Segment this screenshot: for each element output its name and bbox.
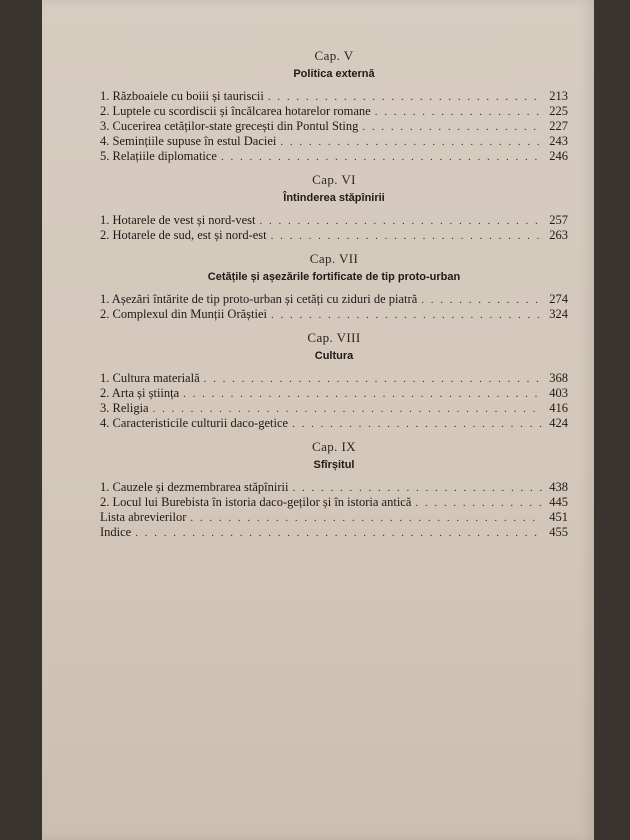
toc-page-number: 445 <box>549 495 568 509</box>
dot-leader <box>221 150 542 165</box>
dot-leader <box>268 90 542 105</box>
chapter-section <box>100 48 568 164</box>
toc-entry <box>100 386 568 401</box>
toc-entry-label: 2. Hotarele de sud, est și nord-est <box>100 228 267 242</box>
toc-page-number: 263 <box>549 228 568 242</box>
toc-page-number: 257 <box>549 213 568 227</box>
chapter-section <box>100 172 568 243</box>
toc-entry <box>100 307 568 322</box>
toc-page-number: 227 <box>549 119 568 133</box>
toc-page-number: 225 <box>549 104 568 118</box>
toc-entry <box>100 104 568 119</box>
book-page <box>42 0 594 840</box>
chapter-number: Cap. IX <box>312 439 356 454</box>
table-of-contents <box>100 48 568 548</box>
toc-page-number: 246 <box>549 149 568 163</box>
dot-leader <box>271 229 542 244</box>
chapter-number: Cap. V <box>314 48 354 63</box>
dot-leader <box>183 387 542 402</box>
chapter-number: Cap. VI <box>312 172 356 187</box>
toc-entry <box>100 480 568 495</box>
chapter-title: Politica externă <box>293 68 375 80</box>
toc-page-number: 213 <box>549 89 568 103</box>
toc-entry <box>100 416 568 431</box>
toc-entry-label: 1. Hotarele de vest și nord-vest <box>100 213 256 227</box>
toc-entry <box>100 510 568 525</box>
chapter-title: Cultura <box>314 350 354 362</box>
toc-page-number: 243 <box>549 134 568 148</box>
dot-leader <box>135 526 542 541</box>
toc-entry-label: 1. Cauzele și dezmembrarea stăpînirii <box>100 480 289 494</box>
toc-page-number: 424 <box>549 416 568 430</box>
toc-entry-label: 3. Cucerirea cetăților-state grecești din Pontul Sting <box>100 119 359 133</box>
chapter-section <box>100 330 568 431</box>
toc-entry <box>100 292 568 307</box>
toc-entry-label: 2. Complexul din Munții Orăștiei <box>100 307 268 321</box>
chapter-section <box>100 439 568 540</box>
toc-entry <box>100 401 568 416</box>
dot-leader <box>204 372 542 387</box>
chapter-title: Cetățile și așezările fortificate de tip proto-urban <box>207 271 461 283</box>
chapter-title: Întinderea stăpînirii <box>283 192 385 204</box>
toc-page-number: 416 <box>549 401 568 415</box>
dot-leader <box>271 308 542 323</box>
toc-entry-label: 2. Locul lui Burebista în istoria daco-geților și în istoria antică <box>100 495 412 509</box>
toc-entry <box>100 149 568 164</box>
toc-entry-label: 2. Luptele cu scordiscii și încălcarea hotarelor romane <box>100 104 371 118</box>
dot-leader <box>415 496 542 511</box>
toc-page-number: 274 <box>549 292 568 306</box>
toc-entry-label: 3. Religia <box>100 401 149 415</box>
toc-entry-label: 1. Războaiele cu boiii și tauriscii <box>100 89 264 103</box>
toc-entry <box>100 525 568 540</box>
toc-page-number: 403 <box>549 386 568 400</box>
dot-leader <box>362 120 542 135</box>
chapter-title: Sfîrșitul <box>313 459 355 471</box>
toc-entry <box>100 89 568 104</box>
toc-entry-label: Indice <box>100 525 132 539</box>
toc-entry-label: 4. Caracteristicile culturii daco-getice <box>100 416 289 430</box>
toc-entry-label: 1. Așezări întărite de tip proto-urban și cetăți cu ziduri de piatră <box>100 292 418 306</box>
toc-entry <box>100 495 568 510</box>
dot-leader <box>292 417 542 432</box>
toc-entry <box>100 228 568 243</box>
dot-leader <box>292 481 542 496</box>
dot-leader <box>153 402 542 417</box>
chapter-number: Cap. VII <box>309 251 359 266</box>
toc-page-number: 438 <box>549 480 568 494</box>
toc-entry-label: 2. Arta și știința <box>100 386 180 400</box>
toc-entry-label: 1. Cultura materială <box>100 371 200 385</box>
dot-leader <box>375 105 542 120</box>
dot-leader <box>260 214 542 229</box>
toc-page-number: 455 <box>549 525 568 539</box>
chapter-number: Cap. VIII <box>307 330 361 345</box>
toc-page-number: 324 <box>549 307 568 321</box>
dot-leader <box>280 135 542 150</box>
toc-page-number: 451 <box>549 510 568 524</box>
dot-leader <box>190 511 542 526</box>
toc-entry <box>100 371 568 386</box>
toc-entry-label: 4. Semințiile supuse în estul Daciei <box>100 134 277 148</box>
toc-entry <box>100 213 568 228</box>
toc-page-number: 368 <box>549 371 568 385</box>
toc-entry-label: Lista abrevierilor <box>100 510 187 524</box>
toc-entry <box>100 119 568 134</box>
toc-entry <box>100 134 568 149</box>
chapter-section <box>100 251 568 322</box>
dot-leader <box>421 293 542 308</box>
toc-entry-label: 5. Relațiile diplomatice <box>100 149 217 163</box>
